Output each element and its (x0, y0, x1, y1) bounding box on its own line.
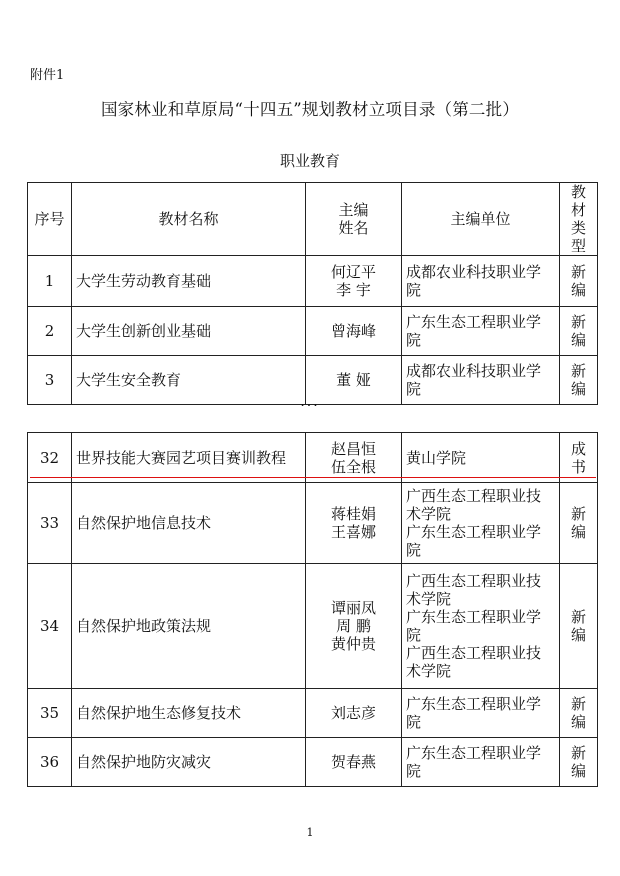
editor-name: 李 宇 (336, 281, 371, 299)
chief-editors (306, 307, 402, 356)
institution-name: 黄山学院 (406, 448, 467, 467)
textbook-type: 新编 (560, 564, 598, 689)
editor-name: 黄仲贵 (330, 635, 376, 653)
editor-institutions (402, 307, 560, 356)
table-row (28, 738, 598, 787)
table-row (28, 564, 598, 689)
red-annotation-line (30, 477, 596, 478)
textbook-type: 新编 (560, 689, 598, 738)
editor-name: 蒋桂娟 (330, 505, 376, 523)
editor-name: 贺春燕 (330, 753, 376, 771)
editor-institutions (402, 483, 560, 564)
row-number: 32 (28, 433, 72, 483)
institution-name: 广东生态工程职业学院 (406, 523, 542, 559)
table-row (28, 433, 598, 483)
textbook-name: 自然保护地防灾减灾 (72, 738, 306, 787)
textbook-name: 自然保护地信息技术 (72, 483, 306, 564)
page-number: 1 (306, 826, 314, 839)
institution-name: 成都农业科技职业学院 (406, 263, 542, 299)
chief-editors (306, 689, 402, 738)
catalog-table-bottom (27, 432, 598, 787)
row-number: 3 (28, 356, 72, 405)
catalog-table-top (27, 182, 598, 405)
institution-name: 广西生态工程职业技术学院 (406, 487, 542, 523)
textbook-type: 成书 (560, 433, 598, 483)
chief-editors (306, 483, 402, 564)
editor-name: 赵昌恒 (330, 439, 376, 458)
row-number: 1 (28, 256, 72, 307)
header-no: 序号 (28, 183, 72, 256)
editor-name: 何辽平 (330, 263, 376, 281)
editor-institutions (402, 433, 560, 483)
editor-institutions (402, 564, 560, 689)
header-name: 教材名称 (72, 183, 306, 256)
textbook-type: 新编 (560, 738, 598, 787)
header-type (560, 183, 598, 256)
institution-name: 广东生态工程职业学院 (406, 695, 542, 731)
table-body-bottom (28, 433, 598, 787)
chief-editors (306, 738, 402, 787)
editor-name: 周 鹏 (336, 617, 371, 635)
editor-institutions (402, 256, 560, 307)
header-editor-line: 主编 (338, 201, 369, 219)
table-row (28, 689, 598, 738)
ellipsis-separator: ··· (300, 398, 320, 414)
textbook-name: 大学生劳动教育基础 (72, 256, 306, 307)
textbook-name: 自然保护地政策法规 (72, 564, 306, 689)
section-heading: 职业教育 (279, 152, 340, 170)
header-type-line: 教材 (570, 183, 586, 219)
header-type-line: 类型 (570, 219, 586, 255)
textbook-name: 世界技能大赛园艺项目赛训教程 (72, 433, 306, 483)
header-editor-line: 姓名 (338, 219, 369, 237)
editor-name: 伍全根 (330, 457, 376, 476)
row-number: 33 (28, 483, 72, 564)
textbook-name: 大学生安全教育 (72, 356, 306, 405)
row-number: 2 (28, 307, 72, 356)
textbook-type: 新编 (560, 307, 598, 356)
editor-institutions (402, 738, 560, 787)
editor-name: 刘志彦 (330, 704, 376, 722)
editor-name: 谭丽凤 (330, 599, 376, 617)
editor-name: 王喜娜 (330, 523, 376, 541)
editor-institutions (402, 689, 560, 738)
textbook-name: 自然保护地生态修复技术 (72, 689, 306, 738)
institution-name: 成都农业科技职业学院 (406, 362, 542, 398)
textbook-type: 新编 (560, 356, 598, 405)
table-row (28, 483, 598, 564)
institution-name: 广东生态工程职业学院 (406, 313, 542, 349)
institution-name: 广东生态工程职业学院 (406, 608, 542, 644)
institution-name: 广西生态工程职业技术学院 (406, 644, 542, 680)
table-row (28, 256, 598, 307)
textbook-type: 新编 (560, 256, 598, 307)
chief-editors (306, 564, 402, 689)
table-header-row (28, 183, 598, 256)
header-unit: 主编单位 (402, 183, 560, 256)
row-number: 35 (28, 689, 72, 738)
row-number: 34 (28, 564, 72, 689)
editor-name: 曾海峰 (330, 322, 376, 340)
institution-name: 广西生态工程职业技术学院 (406, 572, 542, 608)
institution-name: 广东生态工程职业学院 (406, 744, 542, 780)
textbook-type: 新编 (560, 483, 598, 564)
document-title: 国家林业和草原局“十四五”规划教材立项目录（第二批） (100, 100, 520, 119)
attachment-label: 附件1 (30, 68, 65, 83)
editor-name: 董 娅 (336, 371, 371, 389)
chief-editors (306, 433, 402, 483)
table-row (28, 307, 598, 356)
table-body-top (28, 256, 598, 405)
chief-editors (306, 256, 402, 307)
row-number: 36 (28, 738, 72, 787)
header-editor (306, 183, 402, 256)
textbook-name: 大学生创新创业基础 (72, 307, 306, 356)
